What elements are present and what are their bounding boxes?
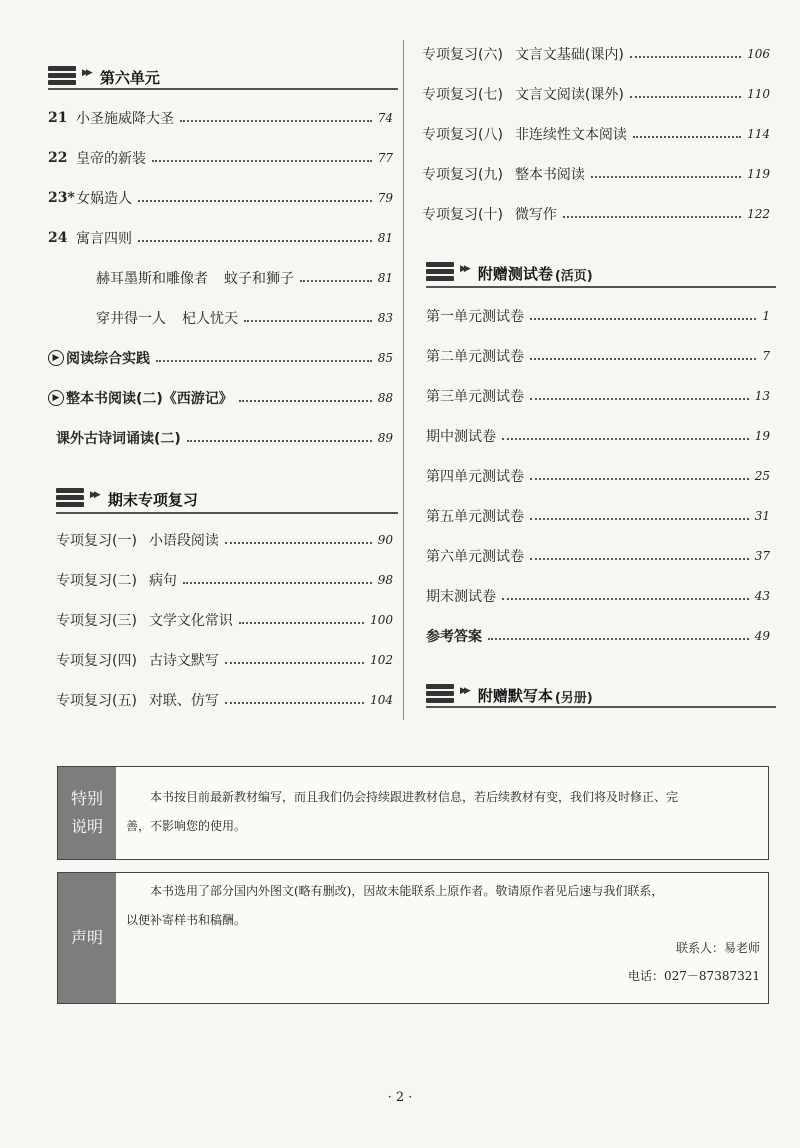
- notice-text: [126, 877, 758, 935]
- dot-leader: [225, 702, 364, 704]
- page-number: 1: [762, 309, 770, 323]
- contact-person: 联系人：易老师: [675, 941, 760, 955]
- page-number: 81: [377, 271, 393, 285]
- dot-leader: [225, 662, 364, 664]
- unit6-heading: [48, 58, 160, 88]
- arrow-icon: ▶▶: [460, 264, 468, 274]
- page-number: 49: [754, 629, 770, 643]
- notice-label-line: 说明: [70, 817, 103, 836]
- dot-leader: [138, 240, 372, 242]
- book-stack-icon: [426, 680, 456, 706]
- dot-leader: [530, 358, 756, 360]
- review-label: 专项复习(七): [422, 87, 503, 103]
- entry-title: 参考答案: [426, 629, 482, 645]
- page-number-footer: · 2 ·: [387, 1090, 413, 1105]
- dot-leader: [244, 320, 372, 322]
- page-number: 89: [377, 431, 393, 445]
- arrow-icon: ▶▶: [90, 490, 98, 500]
- entry-title: 阅读综合实践: [66, 351, 150, 367]
- toc-entry[interactable]: [426, 424, 770, 448]
- entry-title: 期末测试卷: [426, 589, 496, 605]
- entry-title: 文学文化常识: [148, 613, 233, 629]
- notice-line: 以便补寄样书和稿酬。: [126, 913, 247, 927]
- review-label: 专项复习(一): [56, 533, 137, 549]
- page-number: 31: [754, 509, 770, 523]
- toc-entry[interactable]: [56, 568, 393, 592]
- toc-entry[interactable]: [422, 162, 770, 186]
- entry-title: 病句: [148, 573, 177, 589]
- dot-leader: [591, 176, 741, 178]
- entry-title: 小语段阅读: [148, 533, 219, 549]
- entry-title: 文言文基础(课内): [514, 47, 624, 63]
- page-number: 81: [377, 231, 393, 245]
- heading-rule: [426, 286, 776, 288]
- dot-leader: [239, 622, 364, 624]
- review-label: 专项复习(六): [422, 47, 503, 63]
- section-subtitle: (另册): [554, 691, 593, 706]
- notice-label-line: 声明: [70, 928, 103, 947]
- page-number: 90: [377, 533, 393, 547]
- toc-entry-answers[interactable]: [426, 624, 770, 648]
- toc-entry[interactable]: [426, 544, 770, 568]
- page-number: 102: [370, 653, 393, 667]
- dot-leader: [530, 478, 749, 480]
- toc-entry[interactable]: [48, 106, 393, 130]
- entry-title: 第三单元测试卷: [426, 389, 524, 405]
- dot-leader: [502, 438, 749, 440]
- dot-leader: [563, 216, 741, 218]
- page-number: 122: [747, 207, 770, 221]
- dot-leader: [530, 558, 749, 560]
- page-number: 79: [377, 191, 393, 205]
- notice-line: 本书按目前最新教材编写，而且我们仍会持续跟进教材信息，若后续教材有变，我们将及时修正、完: [150, 790, 679, 804]
- page-number: 119: [747, 167, 770, 181]
- page-number: 25: [754, 469, 770, 483]
- page-number: 13: [754, 389, 770, 403]
- sub-title-b: 蚊子和狮子: [224, 271, 294, 287]
- page-number: 114: [747, 127, 770, 141]
- toc-sub-entry[interactable]: [96, 306, 393, 330]
- entry-title: 古诗文默写: [148, 653, 219, 669]
- page-number: 74: [377, 111, 393, 125]
- entry-title: 第五单元测试卷: [426, 509, 524, 525]
- heading-rule: [426, 706, 776, 708]
- sub-title-a: 赫耳墨斯和雕像者: [96, 271, 208, 287]
- book-stack-icon: [48, 62, 78, 88]
- heading-rule: [48, 88, 398, 90]
- section-title: 附赠测试卷: [477, 265, 553, 283]
- toc-entry[interactable]: [426, 344, 770, 368]
- notice-line: 善，不影响您的使用。: [126, 819, 247, 833]
- entry-title: 整本书阅读(二)《西游记》: [66, 391, 233, 407]
- sub-title-b: 杞人忧天: [182, 311, 238, 327]
- dot-leader: [630, 56, 741, 58]
- entry-title: 小圣施威降大圣: [76, 111, 174, 127]
- entry-title: 文言文阅读(课外): [514, 87, 624, 103]
- section-title: 期末专项复习: [107, 491, 198, 509]
- page-number: 98: [377, 573, 393, 587]
- dot-leader: [502, 598, 749, 600]
- book-stack-icon: [56, 484, 86, 510]
- section-title: 附赠默写本: [477, 687, 553, 705]
- page-number: 88: [377, 391, 393, 405]
- heading-rule: [56, 512, 398, 514]
- lesson-number: 21: [48, 110, 68, 126]
- page-number: 77: [377, 151, 393, 165]
- dot-leader: [530, 398, 749, 400]
- toc-entry[interactable]: [426, 384, 770, 408]
- dot-leader: [530, 318, 756, 320]
- page-number: 7: [762, 349, 770, 363]
- page-number: 43: [754, 589, 770, 603]
- toc-entry[interactable]: [56, 608, 393, 632]
- dot-leader: [156, 360, 372, 362]
- lesson-number: 22: [48, 150, 68, 166]
- dot-leader: [152, 160, 372, 162]
- arrow-icon: ▶▶: [460, 686, 468, 696]
- notice-line: 本书选用了部分国内外图文(略有删改)，因故未能联系上原作者。敬请原作者见后速与我们联系，: [150, 884, 664, 898]
- entry-title: 女娲造人: [76, 191, 132, 207]
- special-notice-box: [57, 766, 769, 860]
- dictation-heading: [426, 676, 593, 706]
- dot-leader: [183, 582, 372, 584]
- page-number: 19: [754, 429, 770, 443]
- page-number: 83: [377, 311, 393, 325]
- page-number: 104: [370, 693, 393, 707]
- toc-entry[interactable]: [426, 464, 770, 488]
- dot-leader: [239, 400, 372, 402]
- entry-title: 对联、仿写: [148, 693, 219, 709]
- entry-title: 期中测试卷: [426, 429, 496, 445]
- review-label: 专项复习(三): [56, 613, 137, 629]
- lesson-number: 24: [48, 230, 68, 246]
- review-label: 专项复习(二): [56, 573, 137, 589]
- toc-entry[interactable]: [426, 504, 770, 528]
- entry-title: 第六单元测试卷: [426, 549, 524, 565]
- toc-entry[interactable]: [426, 304, 770, 328]
- dot-leader: [180, 120, 372, 122]
- dot-leader: [488, 638, 749, 640]
- review-label: 专项复习(五): [56, 693, 137, 709]
- toc-entry[interactable]: [56, 648, 393, 672]
- toc-entry[interactable]: [48, 226, 393, 250]
- entry-title: 课外古诗词诵读(二): [56, 431, 181, 447]
- dot-leader: [630, 96, 741, 98]
- book-stack-icon: [426, 258, 456, 284]
- section-subtitle: (活页): [554, 269, 593, 284]
- dot-leader: [225, 542, 372, 544]
- toc-entry[interactable]: [422, 42, 770, 66]
- dot-leader: [187, 440, 372, 442]
- arrow-icon: ▶▶: [82, 68, 90, 78]
- toc-sub-entry[interactable]: [96, 266, 393, 290]
- page-number: 110: [747, 87, 770, 101]
- page-number: 100: [370, 613, 393, 627]
- toc-entry-reading-practice[interactable]: [48, 346, 393, 370]
- statement-box: [57, 872, 769, 1004]
- notice-text: [126, 783, 758, 841]
- toc-entry[interactable]: [56, 688, 393, 712]
- toc-entry[interactable]: [422, 202, 770, 226]
- page-number: 85: [377, 351, 393, 365]
- review-label: 专项复习(八): [422, 127, 503, 143]
- toc-entry-whole-book[interactable]: [48, 386, 393, 410]
- review-label: 专项复习(十): [422, 207, 503, 223]
- entry-title: 寓言四则: [76, 231, 132, 247]
- play-circle-icon: ▶: [48, 350, 64, 366]
- section-title: 第六单元: [99, 69, 160, 87]
- notice-label: [58, 767, 116, 859]
- final-review-heading: [56, 480, 198, 510]
- entry-title: 皇帝的新装: [76, 151, 146, 167]
- review-label: 专项复习(九): [422, 167, 503, 183]
- review-label: 专项复习(四): [56, 653, 137, 669]
- sub-title-a: 穿井得一人: [96, 311, 166, 327]
- column-divider: [403, 40, 404, 720]
- tests-heading: [426, 254, 593, 284]
- toc-entry-poetry[interactable]: [56, 426, 393, 450]
- lesson-number: 23*: [48, 190, 75, 206]
- entry-title: 整本书阅读: [514, 167, 585, 183]
- dot-leader: [633, 136, 741, 138]
- page-number: 37: [754, 549, 770, 563]
- toc-entry[interactable]: [422, 82, 770, 106]
- page-number: 106: [747, 47, 770, 61]
- notice-label-line: 特别: [70, 789, 103, 808]
- dot-leader: [300, 280, 372, 282]
- dot-leader: [530, 518, 749, 520]
- play-circle-icon: ▶: [48, 390, 64, 406]
- toc-entry[interactable]: [48, 186, 393, 210]
- toc-entry[interactable]: [422, 122, 770, 146]
- entry-title: 第一单元测试卷: [426, 309, 524, 325]
- entry-title: 微写作: [514, 207, 557, 223]
- contact-phone: 电话：027－87387321: [628, 969, 760, 983]
- entry-title: 非连续性文本阅读: [514, 127, 627, 143]
- toc-entry[interactable]: [56, 528, 393, 552]
- entry-title: 第四单元测试卷: [426, 469, 524, 485]
- dot-leader: [138, 200, 372, 202]
- toc-entry[interactable]: [426, 584, 770, 608]
- entry-title: 第二单元测试卷: [426, 349, 524, 365]
- toc-entry[interactable]: [48, 146, 393, 170]
- notice-label: [58, 873, 116, 1003]
